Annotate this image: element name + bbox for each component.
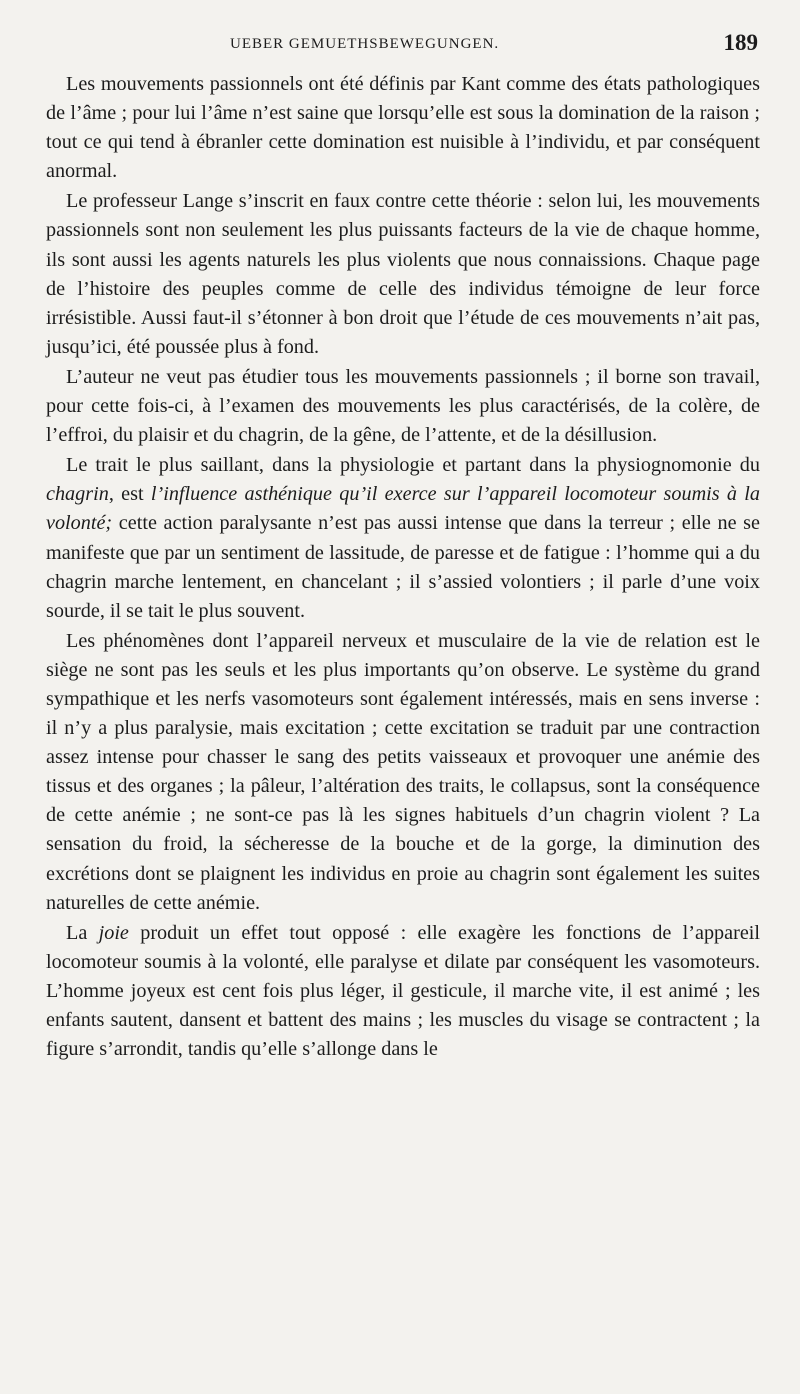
italic-term-joie: joie	[98, 921, 129, 944]
paragraph-6	[46, 919, 760, 1064]
italic-phrase: l’influence asthénique qu’il exerce sur l’appareil locomoteur soumis à la volonté;	[46, 483, 760, 535]
page-body	[46, 70, 760, 1064]
paragraph-1: Les mouvements passionnels ont été définis par Kant comme des états pathologiques de l’âme ; pour lui l’âme n’est saine que lorsqu’elle est sous la domination de la raison ; tout ce qui tend à ébranler cette domination est nuisible à l’individu, et par conséquent anormal.	[46, 73, 760, 183]
paragraph-2: Le professeur Lange s’inscrit en faux contre cette théorie : selon lui, les mouvements passionnels sont non seulement les plus puissants facteurs de la vie de chaque homme, ils sont aussi les agents naturels les plus violents que nous connaissions. Chaque page de l’histoire des peuples comme de celle des individus témoigne de leur force irrésistible. Aussi faut-il s’étonner à bon droit que l’étude de ces mouvements n’ait pas, jusqu’ici, été poussée plus à fond.	[46, 190, 760, 358]
page-number: 189	[723, 30, 758, 55]
italic-term-chagrin: chagrin	[46, 483, 109, 506]
paragraph-3: L’auteur ne veut pas étudier tous les mouvements passionnels ; il borne son travail, pour cette fois-ci, à l’examen des mouvements les plus caractérisés, de la colère, de l’effroi, du plaisir et du chagrin, de la gêne, de l’attente, et de la désillusion.	[46, 365, 760, 447]
text-run: La	[66, 921, 99, 944]
paragraph-4	[46, 451, 760, 626]
text-run: cette action paralysante n’est pas aussi intense que dans la terreur ; elle ne se manifeste que par un sentiment de lassitude, de paresse et de fatigue : l’homme qui a du chagrin marche lentement, en chancelant ; il s’assied volontiers ; il parle d’une voix sourde, il se tait le plus souvent.	[46, 512, 760, 622]
text-run: , est	[108, 483, 151, 506]
text-run: Le trait le plus saillant, dans la physiologie et partant dans la physiognomonie du	[66, 454, 760, 477]
text-run: produit un effet tout opposé : elle exagère les fonctions de l’appareil locomoteur soumis à la volonté, elle paralyse et dilate par conséquent les vasomoteurs. L’homme joyeux est cent fois plus léger, il gesticule, il marche vite, il est animé ; les enfants sautent, dansent et battent des mains ; les muscles du visage se contractent ; la figure s’arrondit, tandis qu’elle s’allonge dans le	[46, 921, 760, 1061]
paragraph-5: Les phénomènes dont l’appareil nerveux et musculaire de la vie de relation est le siège ne sont pas les seuls et les plus importants qu’on observe. Le système du grand sympathique et les nerfs vasomoteurs sont également intéressés, mais en sens inverse : il n’y a plus paralysie, mais excitation ; cette excitation se traduit par une contraction assez intense pour chasser le sang des petits vaisseaux et provoquer une anémie des tissus et des organes ; la pâleur, l’altération des traits, le collapsus, sont la conséquence de cette anémie ; ne sont-ce pas là les signes habituels d’un chagrin violent ? La sensation du froid, la sécheresse de la bouche et de la gorge, la diminution des excrétions dont se plaignent les individus en proie au chagrin sont également les suites naturelles de cette anémie.	[46, 629, 760, 914]
running-head: UEBER GEMUETHSBEWEGUNGEN.	[230, 36, 500, 52]
page-header	[46, 30, 760, 62]
